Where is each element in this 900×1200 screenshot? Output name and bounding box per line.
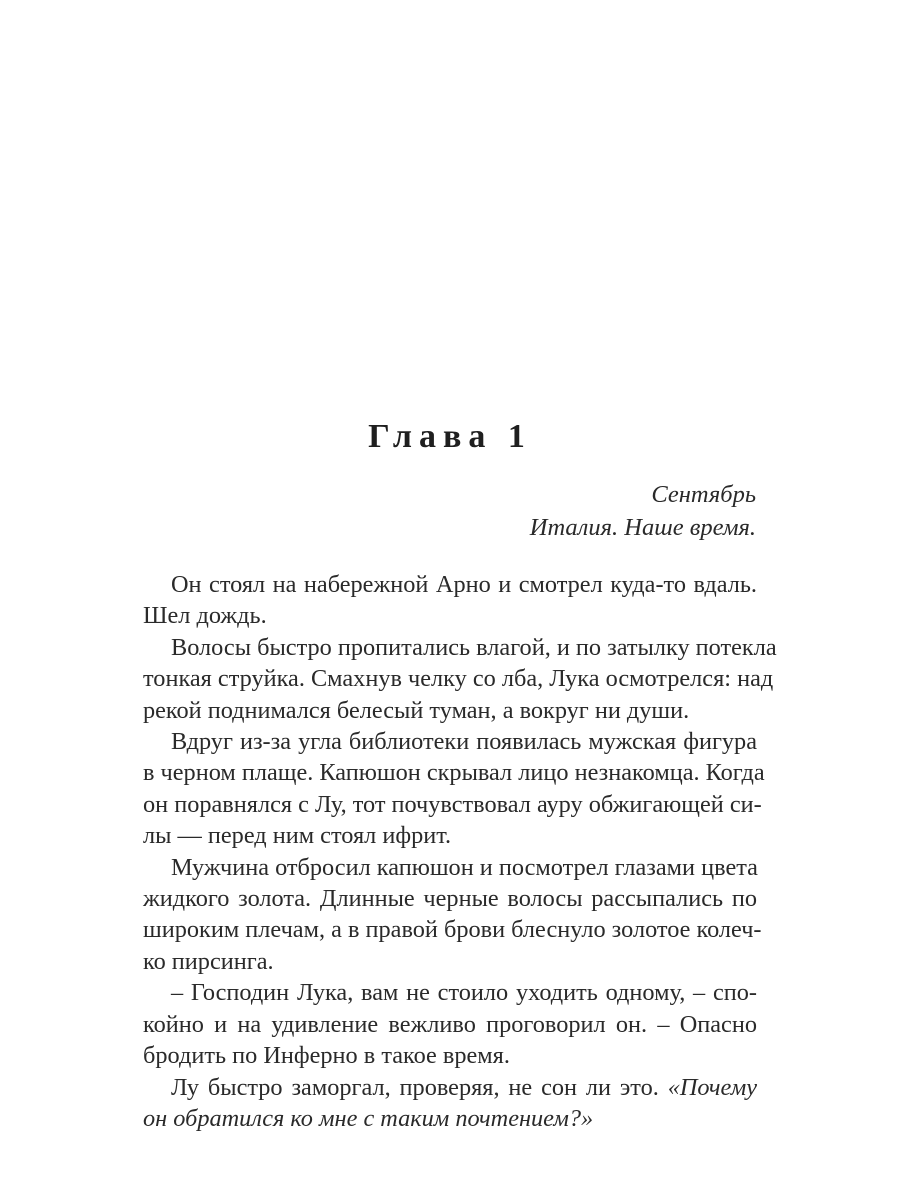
chapter-body	[143, 569, 777, 1134]
text-line: жидкого золота. Длинные черные волосы рассыпались по	[143, 885, 757, 913]
text-line: Шел дождь.	[143, 602, 267, 630]
text-segment: Лу быстро заморгал, проверяя, не сон ли это.	[171, 1073, 668, 1101]
text-line: он обратился ко мне с таким почтением?»	[143, 1104, 594, 1132]
text-line: – Господин Лука, вам не стоило уходить одному, – спо-	[171, 979, 757, 1007]
epigraph-place-time: Италия. Наше время.	[529, 514, 756, 541]
text-line: он поравнялся с Лу, тот почувствовал ауру обжигающей си-	[143, 790, 762, 818]
text-line: Вдруг из-за угла библиотеки появилась мужская фигура	[171, 728, 757, 756]
text-line: Мужчина отбросил капюшон и посмотрел глазами цвета	[171, 853, 758, 881]
text-line: в черном плаще. Капюшон скрывал лицо незнакомца. Когда	[143, 759, 765, 787]
italic-thought: «Почему	[667, 1073, 757, 1101]
chapter-title: Глава 1	[368, 418, 532, 455]
text-line: койно и на удивление вежливо проговорил он. – Опасно	[143, 1010, 757, 1038]
text-line: Он стоял на набережной Арно и смотрел куда-то вдаль.	[171, 571, 757, 598]
text-line: рекой поднимался белесый туман, а вокруг ни души.	[143, 696, 690, 724]
text-line	[143, 1072, 757, 1103]
text-line: широким плечам, а в правой брови блеснуло золотое колеч-	[143, 916, 762, 944]
epigraph	[530, 478, 756, 544]
text-line: тонкая струйка. Смахнув челку со лба, Лука осмотрелся: над	[143, 665, 774, 693]
text-line: ко пирсинга.	[143, 947, 274, 975]
text-line: лы — перед ним стоял ифрит.	[143, 822, 452, 850]
text-line: бродить по Инферно в такое время.	[143, 1042, 510, 1070]
epigraph-month: Сентябрь	[651, 481, 756, 508]
text-line: Волосы быстро пропитались влагой, и по затылку потекла	[171, 633, 777, 661]
